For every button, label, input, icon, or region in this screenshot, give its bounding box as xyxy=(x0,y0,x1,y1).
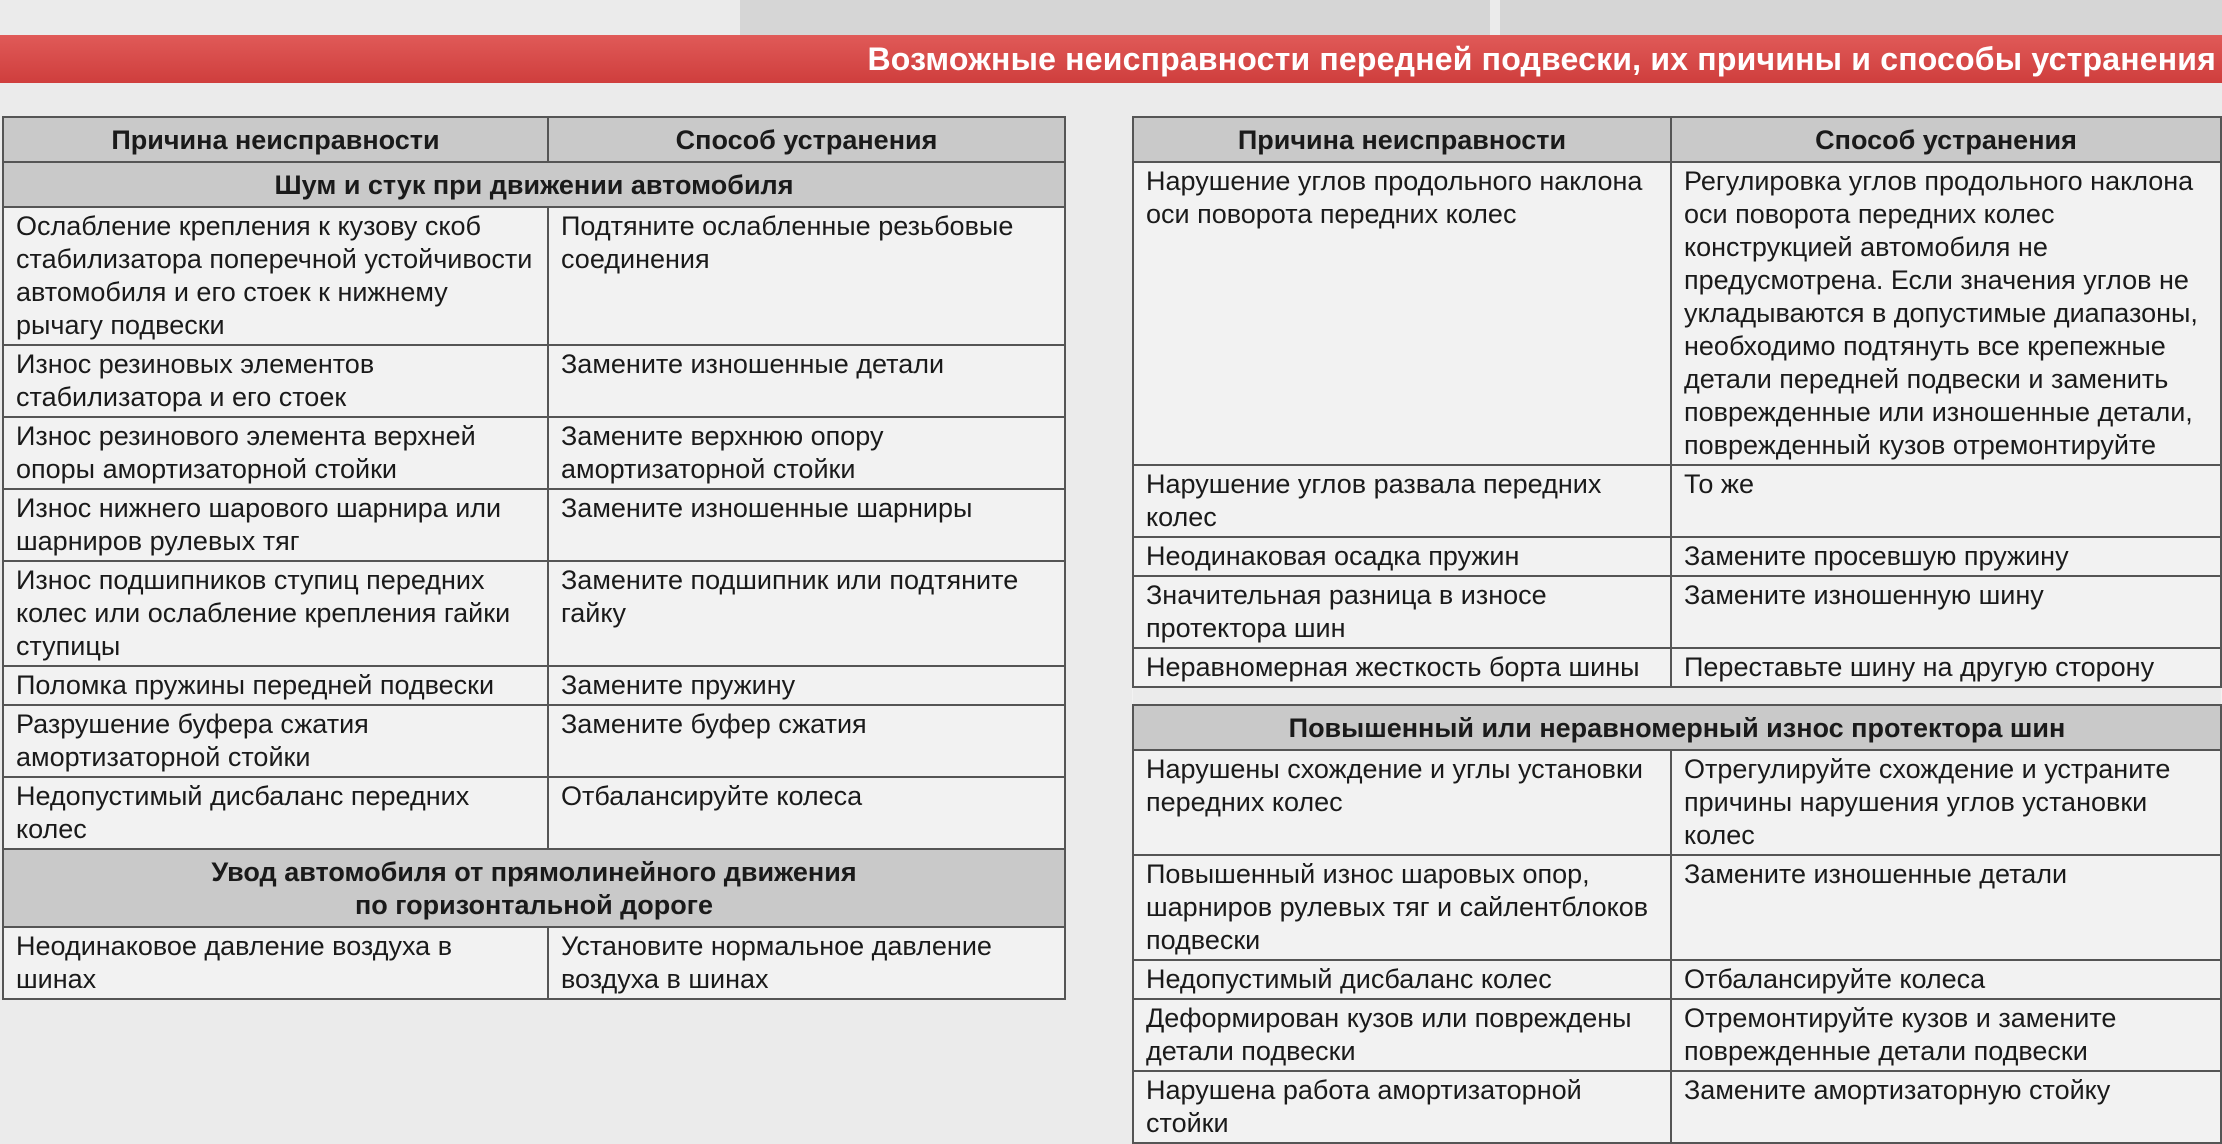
cause-cell: Износ нижнего шарового шарнира или шарниров рулевых тяг xyxy=(3,489,548,561)
section-row xyxy=(3,162,1065,207)
cause-column-header: Причина неисправности xyxy=(1133,117,1671,162)
cause-cell: Нарушение углов развала передних колес xyxy=(1133,465,1671,537)
remedy-cell: Замените изношенные детали xyxy=(1671,855,2221,960)
remedy-cell: Замените подшипник или подтяните гайку xyxy=(548,561,1065,666)
section-title: Шум и стук при движении автомобиля xyxy=(3,162,1065,207)
banner-title: Возможные неисправности передней подвески, их причины и способы устранения xyxy=(867,40,2216,77)
cause-cell: Нарушены схождение и углы установки передних колес xyxy=(1133,750,1671,855)
table-row xyxy=(3,561,1065,666)
remedy-cell: Подтяните ослабленные резьбовые соединения xyxy=(548,207,1065,345)
table-row xyxy=(1133,648,2221,687)
remedy-cell: Замените верхнюю опору амортизаторной стойки xyxy=(548,417,1065,489)
remedy-cell: Замените амортизаторную стойку xyxy=(1671,1071,2221,1143)
cause-column-header: Причина неисправности xyxy=(3,117,548,162)
table-header-row xyxy=(3,117,1065,162)
table-row xyxy=(1133,999,2221,1071)
section-row xyxy=(1133,705,2221,750)
table-row xyxy=(3,417,1065,489)
cause-cell: Повышенный износ шаровых опор, шарниров рулевых тяг и сайлентблоков подвески xyxy=(1133,855,1671,960)
cause-cell: Износ резиновых элементов стабилизатора и его стоек xyxy=(3,345,548,417)
cause-cell: Разрушение буфера сжатия амортизаторной стойки xyxy=(3,705,548,777)
table-row xyxy=(3,705,1065,777)
table-row xyxy=(1133,960,2221,999)
table-row xyxy=(3,666,1065,705)
cause-cell: Недопустимый дисбаланс колес xyxy=(1133,960,1671,999)
section-row xyxy=(3,849,1065,927)
table-row xyxy=(3,345,1065,417)
left-faults-table xyxy=(2,116,1066,1000)
remedy-cell: Замените изношенные шарниры xyxy=(548,489,1065,561)
remedy-cell: Замените изношенную шину xyxy=(1671,576,2221,648)
cause-cell: Значительная разница в износе протектора шин xyxy=(1133,576,1671,648)
cause-cell: Недопустимый дисбаланс передних колес xyxy=(3,777,548,849)
table-row xyxy=(1133,537,2221,576)
cause-cell: Нарушение углов продольного наклона оси поворота передних колес xyxy=(1133,162,1671,465)
cause-cell: Износ подшипников ступиц передних колес или ослабление крепления гайки ступицы xyxy=(3,561,548,666)
right-faults-table xyxy=(1132,116,2222,1144)
remedy-cell: Отрегулируйте схождение и устраните причины нарушения углов установки колес xyxy=(1671,750,2221,855)
cause-cell: Нарушена работа амортизаторной стойки xyxy=(1133,1071,1671,1143)
remedy-cell: Отбалансируйте колеса xyxy=(1671,960,2221,999)
cause-cell: Деформирован кузов или повреждены детали подвески xyxy=(1133,999,1671,1071)
remedy-column-header: Способ устранения xyxy=(548,117,1065,162)
section-title-line: Увод автомобиля от прямолинейного движения xyxy=(211,857,857,887)
section-title: Повышенный или неравномерный износ протектора шин xyxy=(1133,705,2221,750)
table-row xyxy=(1133,750,2221,855)
cause-cell: Поломка пружины передней подвески xyxy=(3,666,548,705)
table-row xyxy=(3,927,1065,999)
cause-cell: Износ резинового элемента верхней опоры амортизаторной стойки xyxy=(3,417,548,489)
remedy-cell: Замените изношенные детали xyxy=(548,345,1065,417)
table-row xyxy=(3,777,1065,849)
table-row xyxy=(1133,855,2221,960)
cause-cell: Неодинаковая осадка пружин xyxy=(1133,537,1671,576)
cause-cell: Неодинаковое давление воздуха в шинах xyxy=(3,927,548,999)
cause-cell: Ослабление крепления к кузову скоб стабилизатора поперечной устойчивости автомобиля и его стоек к нижнему рычагу подвески xyxy=(3,207,548,345)
remedy-cell: Замените просевшую пружину xyxy=(1671,537,2221,576)
remedy-cell: Регулировка углов продольного наклона оси поворота передних колес конструкцией автомобиля не предусмотрена. Если значения углов не укладываются в допустимые диапазоны, необходимо подтянуть все крепежные детали передней подвески и заменить поврежденные или изношенные детали, поврежденный кузов отремонтируйте xyxy=(1671,162,2221,465)
table-row xyxy=(1133,162,2221,465)
remedy-cell: Установите нормальное давление воздуха в шинах xyxy=(548,927,1065,999)
table-row xyxy=(3,489,1065,561)
remedy-cell: Замените буфер сжатия xyxy=(548,705,1065,777)
table-row xyxy=(1133,576,2221,648)
remedy-cell: Отбалансируйте колеса xyxy=(548,777,1065,849)
remedy-cell: Отремонтируйте кузов и замените поврежденные детали подвески xyxy=(1671,999,2221,1071)
table-header-row xyxy=(1133,117,2221,162)
remedy-cell: Замените пружину xyxy=(548,666,1065,705)
section-title xyxy=(3,849,1065,927)
table-row xyxy=(1133,465,2221,537)
table-row xyxy=(3,207,1065,345)
section-banner xyxy=(0,35,2222,83)
table-gap xyxy=(1133,687,2221,705)
section-title-line: по горизонтальной дороге xyxy=(354,890,714,920)
cause-cell: Неравномерная жесткость борта шины xyxy=(1133,648,1671,687)
remedy-column-header: Способ устранения xyxy=(1671,117,2221,162)
remedy-cell: Переставьте шину на другую сторону xyxy=(1671,648,2221,687)
remedy-cell: То же xyxy=(1671,465,2221,537)
